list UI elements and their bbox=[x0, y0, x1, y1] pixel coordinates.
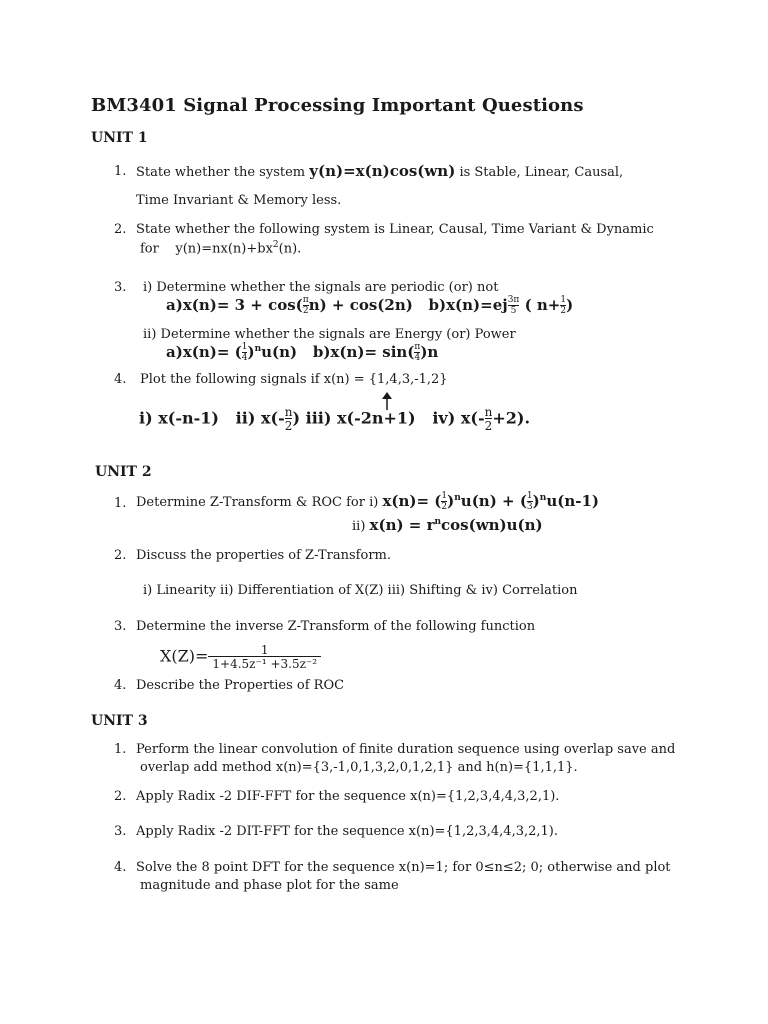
u1-q2-eq-sup: 2 bbox=[272, 240, 279, 250]
u2-q1-e1-post2: ) bbox=[532, 492, 540, 510]
u2-q1-e1-frac-den: 2 bbox=[441, 502, 448, 512]
u1-q3-b-post: ) bbox=[566, 296, 574, 314]
u3-q3-line1: Apply Radix -2 DIT-FFT for the sequence x(n)={1,2,3,4,4,3,2,1). bbox=[136, 824, 558, 839]
u2-q2-number: 2. bbox=[114, 548, 127, 563]
u1-q3-d-post: )n bbox=[420, 343, 439, 361]
u1-q3-b-frac2-den: 2 bbox=[560, 306, 567, 316]
u2-q3-frac-num: 1 bbox=[260, 643, 269, 657]
u1-q3-d-pre: b)x(n)= sin( bbox=[312, 343, 415, 361]
u2-q1-e1-mid: u(n) + ( bbox=[460, 492, 527, 510]
u1-q1-text bbox=[136, 162, 623, 180]
u1-q3-b-frac-den: 5 bbox=[508, 305, 520, 316]
u2-q1-eq1 bbox=[382, 492, 599, 510]
u1-q2-for: for bbox=[140, 241, 159, 257]
u1-q3-part2: ii) Determine whether the signals are Energy (or) Power bbox=[143, 327, 516, 342]
u1-q3-c-end: u(n) bbox=[261, 343, 298, 361]
u1-q3-a-pre: a)x(n)= 3 + cos( bbox=[166, 296, 303, 314]
u3-q2-line1: Apply Radix -2 DIF-FFT for the sequence x(n)={1,2,3,4,4,3,2,1). bbox=[136, 789, 560, 804]
u2-q1-e1-frac2-num: 1 bbox=[526, 491, 533, 501]
u3-q4-line2: magnitude and phase plot for the same bbox=[140, 878, 399, 893]
u1-q2-eq-a: y(n)=nx(n)+bx bbox=[175, 241, 273, 257]
u2-q1-ii: ii) bbox=[352, 519, 366, 534]
u2-q1-pre: Determine Z-Transform & ROC for i) bbox=[136, 495, 379, 510]
u1-q3-eq-a bbox=[166, 296, 573, 316]
unit-2-heading: UNIT 2 bbox=[95, 464, 152, 480]
u1-q1-number: 1. bbox=[114, 164, 127, 179]
u2-q1-eq2 bbox=[370, 516, 543, 534]
u2-q3-line1: Determine the inverse Z-Transform of the following function bbox=[136, 619, 536, 634]
u3-q4-line1: Solve the 8 point DFT for the sequence x(n)=1; for 0≤n≤2; 0; otherwise and plot bbox=[136, 860, 671, 875]
u2-q1-line2 bbox=[352, 516, 543, 534]
u2-q1-e2-sup: n bbox=[434, 517, 442, 527]
u2-q3-lhs: X(Z)= bbox=[160, 646, 209, 666]
u1-q3-b-frac2-num: 1 bbox=[560, 295, 567, 305]
u1-q3-b-mid: ( n+ bbox=[524, 296, 561, 314]
u1-q3-c-pre: a)x(n)= ( bbox=[166, 343, 242, 361]
u1-q3-number: 3. bbox=[114, 280, 127, 295]
u2-q2-line1: Discuss the properties of Z-Transform. bbox=[136, 548, 391, 563]
u2-q1-line1 bbox=[136, 492, 599, 512]
u1-q1-line2: Time Invariant & Memory less. bbox=[136, 193, 342, 208]
u2-q1-e2-post: cos(wn)u(n) bbox=[441, 516, 543, 534]
u2-q3-frac-den: 1+4.5z⁻¹ +3.5z⁻² bbox=[208, 656, 321, 670]
u1-q1-pre: State whether the system bbox=[136, 165, 306, 180]
u2-q1-e1-frac2-den: 3 bbox=[526, 502, 533, 512]
u1-q4-sig-ii-post: ) bbox=[292, 408, 301, 428]
u1-q2-line2 bbox=[140, 240, 301, 256]
u3-q1-line2: overlap add method x(n)={3,-1,0,1,3,2,0,1,2,1} and h(n)={1,1,1}. bbox=[140, 760, 578, 775]
u1-q4-sig-iv-pre: iv) x(- bbox=[432, 408, 485, 428]
u1-q3-d-frac-num: π bbox=[414, 342, 421, 352]
u2-q1-e1-sup2: n bbox=[539, 493, 547, 503]
u1-q4-sig-ii-frac-den: 2 bbox=[284, 419, 293, 433]
u2-q1-e2-pre: x(n) = r bbox=[369, 516, 435, 534]
u1-q2-number: 2. bbox=[114, 222, 127, 237]
u1-q3-c-sup: n bbox=[254, 344, 262, 354]
u2-q3-number: 3. bbox=[114, 619, 127, 634]
u1-q2-eq-b: (n). bbox=[278, 241, 302, 257]
u1-q1-post: is Stable, Linear, Causal, bbox=[459, 165, 624, 180]
u1-q3-eq-c bbox=[166, 343, 438, 363]
u3-q1-line1: Perform the linear convolution of finite duration sequence using overlap save and bbox=[136, 742, 676, 757]
u1-q3-d-frac-den: 4 bbox=[414, 353, 421, 363]
u1-q4-line1: Plot the following signals if x(n) = {1,4,3,-1,2} bbox=[140, 372, 448, 387]
u2-q1-number: 1. bbox=[114, 496, 127, 511]
u2-q1-e1-pre: x(n)= ( bbox=[382, 492, 442, 510]
u2-q1-e1-end: u(n-1) bbox=[546, 492, 599, 510]
u1-q3-b-frac-num: 3π bbox=[507, 295, 520, 305]
u1-q3-part1: i) Determine whether the signals are periodic (or) not bbox=[143, 280, 499, 295]
u1-q4-sig-iii: iii) x(-2n+1) bbox=[305, 408, 416, 428]
u1-q4-sig-iv-frac-num: n bbox=[484, 405, 493, 419]
u1-q3-a-frac-den: 2 bbox=[302, 306, 309, 316]
unit-3-heading: UNIT 3 bbox=[91, 713, 148, 729]
unit-1-heading: UNIT 1 bbox=[91, 130, 148, 146]
u1-q4-sig-iv-frac-den: 2 bbox=[484, 419, 493, 433]
u1-q3-b-pre: b)x(n)=ej bbox=[428, 296, 508, 314]
u1-q3-b-frac bbox=[508, 296, 520, 316]
u2-q1-e1-sup: n bbox=[454, 493, 461, 503]
u1-q1-equation: y(n)=x(n)cos(wn) bbox=[309, 162, 456, 180]
u2-q1-e1-post: ) bbox=[447, 492, 455, 510]
u1-q4-sig-ii-frac-num: n bbox=[284, 405, 293, 419]
u2-q3-equation bbox=[160, 644, 321, 670]
u1-q4-number: 4. bbox=[114, 372, 127, 387]
u1-q3-a-frac-num: π bbox=[302, 295, 309, 305]
u1-q2-line1: State whether the following system is Linear, Causal, Time Variant & Dynamic bbox=[136, 222, 654, 237]
u3-q3-number: 3. bbox=[114, 824, 127, 839]
u1-q4-sig-ii-pre: ii) x(- bbox=[235, 408, 285, 428]
u2-q1-e1-frac-num: 1 bbox=[441, 491, 448, 501]
u3-q1-number: 1. bbox=[114, 742, 127, 757]
u2-q3-frac bbox=[208, 644, 321, 670]
u2-q2-line2: i) Linearity ii) Differentiation of X(Z) iii) Shifting & iv) Correlation bbox=[143, 583, 578, 598]
u2-q4-number: 4. bbox=[114, 678, 127, 693]
u1-q4-signals bbox=[139, 406, 530, 432]
u1-q4-sig-i: i) x(-n-1) bbox=[139, 408, 219, 428]
u1-q3-c-frac-num: 1 bbox=[241, 342, 248, 352]
u1-q3-a-post: n) + cos(2n) bbox=[308, 296, 413, 314]
u3-q2-number: 2. bbox=[114, 789, 127, 804]
u1-q3-c-frac-den: 4 bbox=[241, 353, 248, 363]
u1-q4-sig-iv-post: +2). bbox=[492, 408, 531, 428]
u2-q4-line1: Describe the Properties of ROC bbox=[136, 678, 345, 693]
u1-q3-c-post: ) bbox=[247, 343, 255, 361]
u3-q4-number: 4. bbox=[114, 860, 127, 875]
page-title: BM3401 Signal Processing Important Questions bbox=[91, 95, 584, 116]
